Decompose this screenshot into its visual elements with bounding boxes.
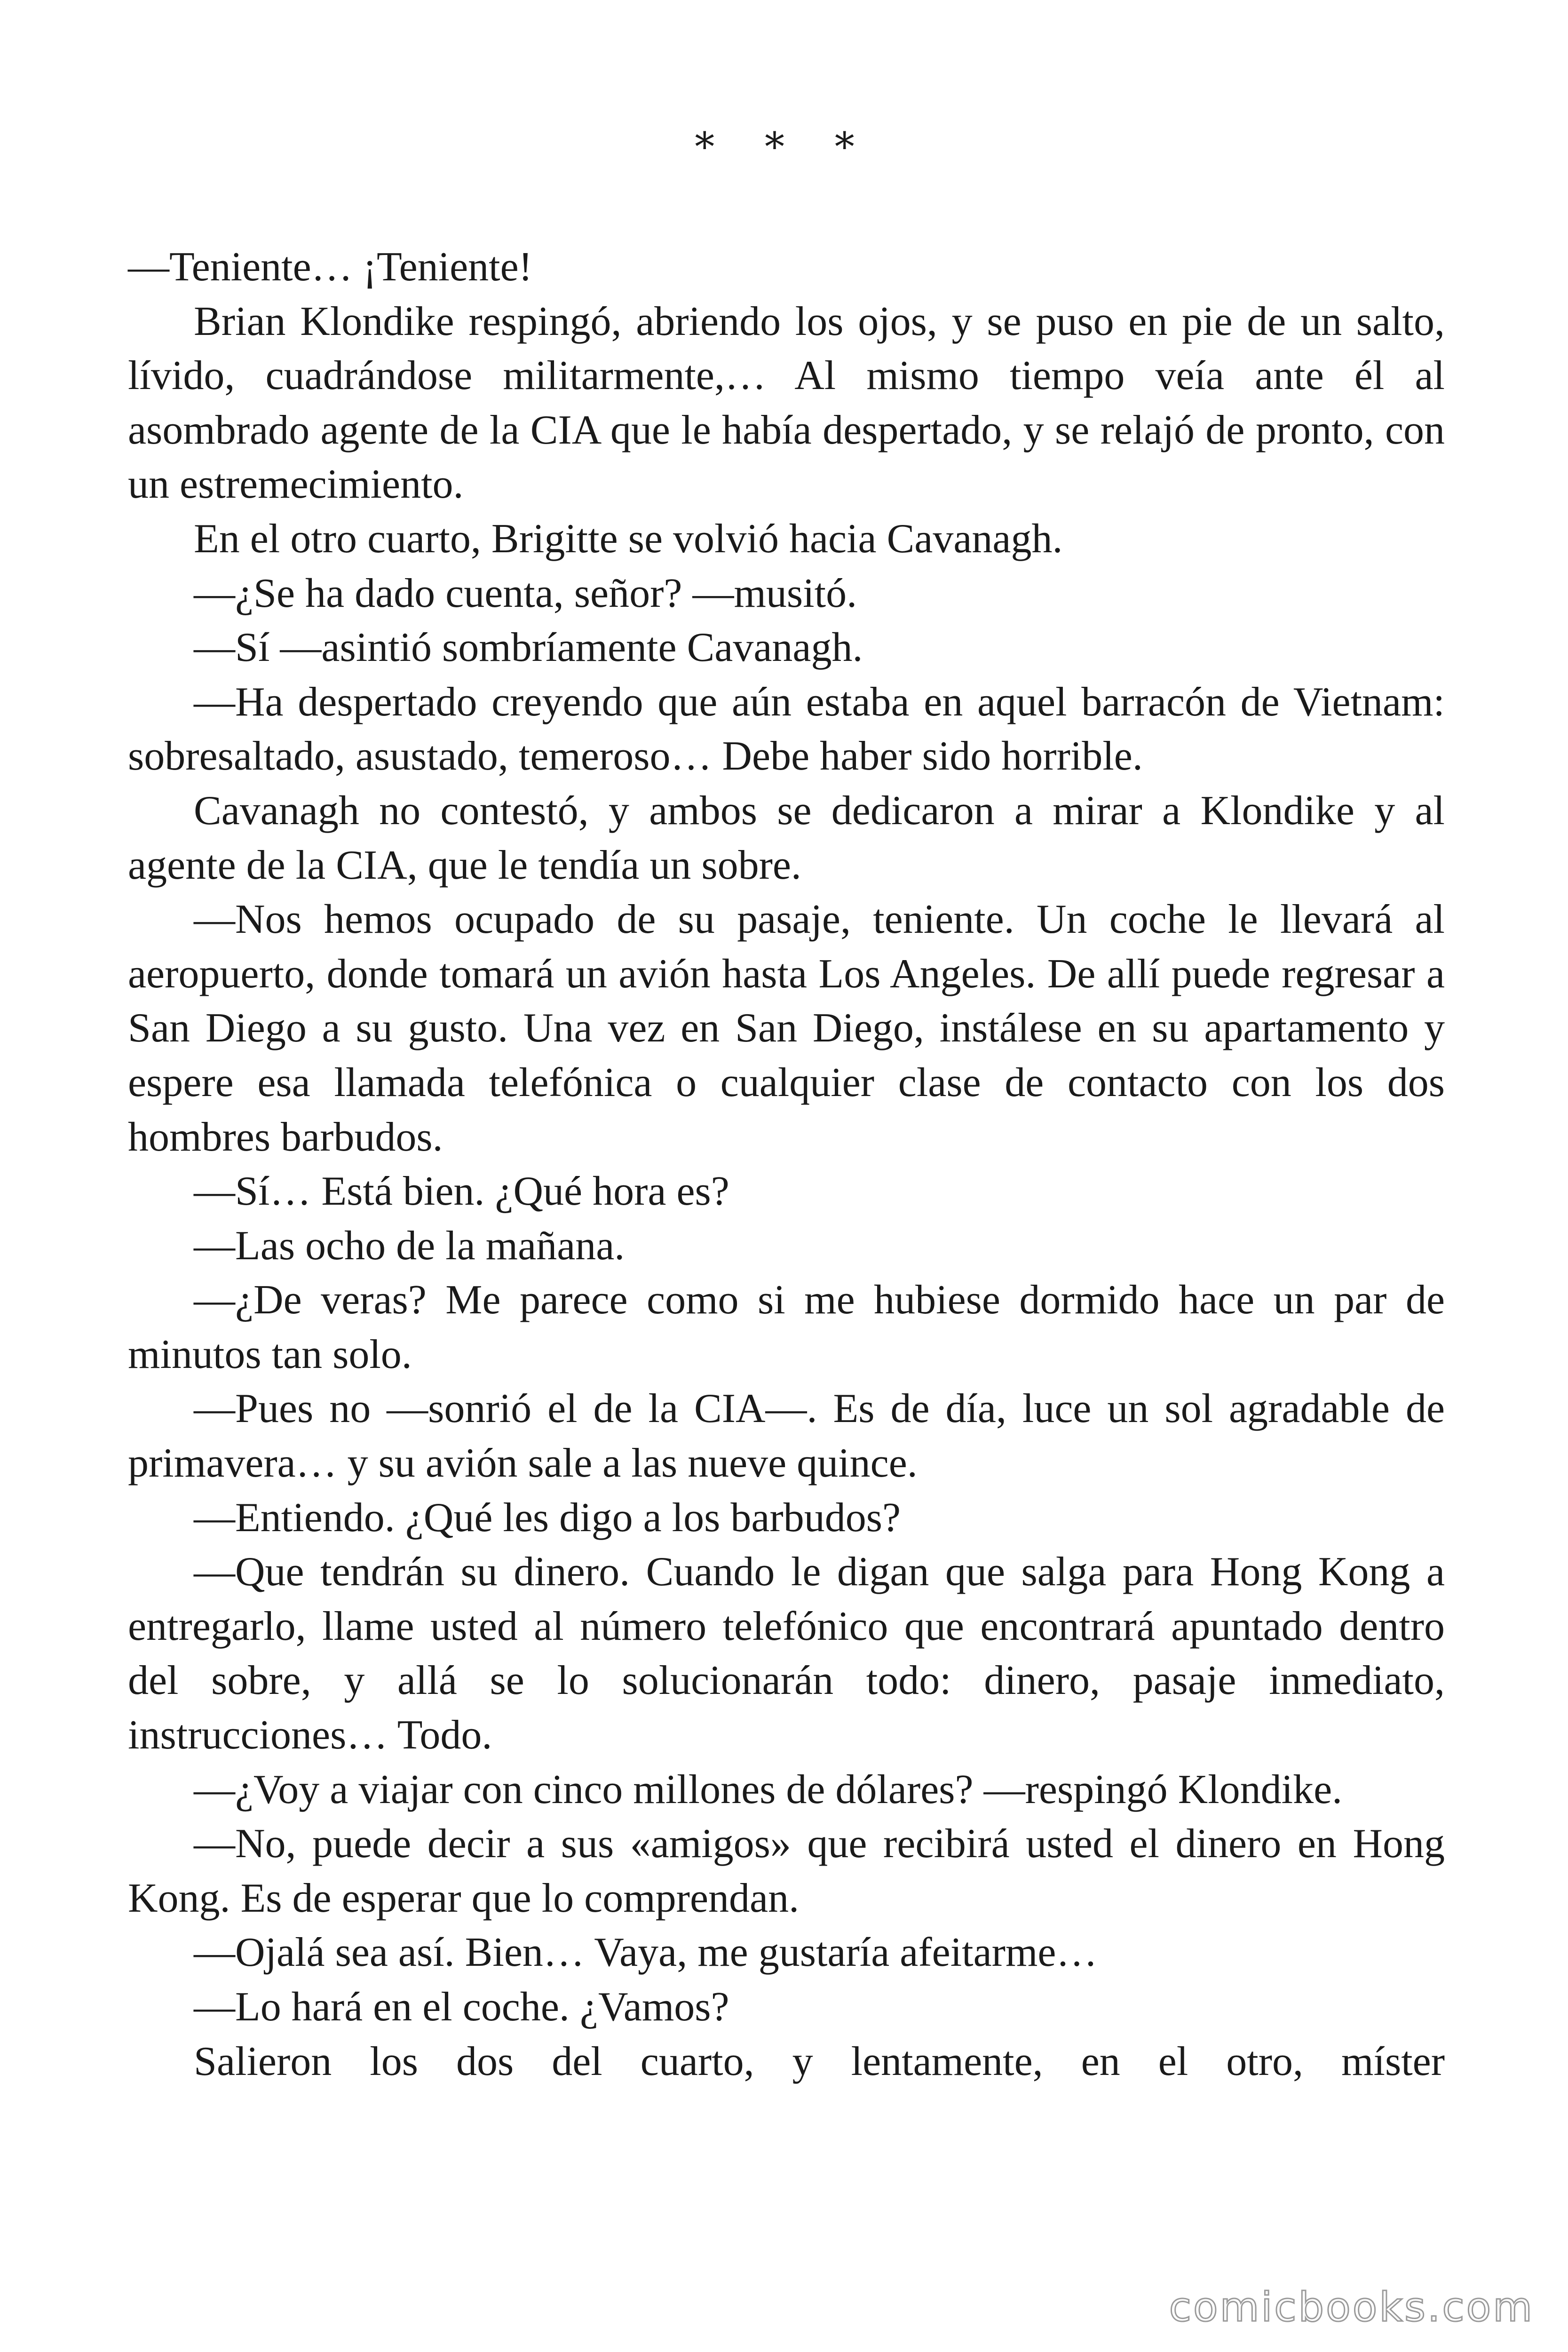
paragraph: —Ha despertado creyendo que aún estaba en aquel barracón de Vietnam: sobresaltado, asustado, temeroso… Debe haber sido horrible.	[128, 679, 1445, 779]
paragraph: Brian Klondike respingó, abriendo los ojos, y se puso en pie de un salto, lívido, cuadrándose militarmente,… Al mismo tiempo veía ante él al asombrado agente de la CIA que le había despertado, y se relajó de pronto, con un estremecimiento.	[128, 298, 1445, 508]
paragraph: —¿Voy a viajar con cinco millones de dólares? —respingó Klondike.	[194, 1766, 1343, 1812]
paragraph: —Sí… Está bien. ¿Qué hora es?	[194, 1168, 729, 1215]
paragraph: —Pues no —sonrió el de la CIA—. Es de día, luce un sol agradable de primavera… y su avión sale a las nueve quince.	[128, 1386, 1445, 1486]
page-text	[128, 240, 1445, 2089]
paragraph: —Ojalá sea así. Bien… Vaya, me gustaría afeitarme…	[194, 1930, 1098, 1976]
paragraph: Salieron los dos del cuarto, y lentamente, en el otro, míster	[194, 2038, 1445, 2084]
paragraph: —Las ocho de la mañana.	[194, 1223, 625, 1269]
section-separator: * * *	[695, 124, 873, 170]
paragraph: —Que tendrán su dinero. Cuando le digan que salga para Hong Kong a entregarlo, llame usted al número telefónico que encontrará apuntado dentro del sobre, y allá se lo solucionarán todo: dinero, pasaje inmediato, instrucciones… Todo.	[128, 1549, 1445, 1758]
paragraph: —Sí —asintió sombríamente Cavanagh.	[194, 625, 863, 671]
paragraph: —¿Se ha dado cuenta, señor? —musitó.	[194, 570, 857, 616]
watermark: comicbooks.com	[1169, 2284, 1534, 2331]
paragraph: —No, puede decir a sus «amigos» que recibirá usted el dinero en Hong Kong. Es de esperar que lo comprendan.	[128, 1821, 1445, 1921]
paragraph: Cavanagh no contestó, y ambos se dedicaron a mirar a Klondike y al agente de la CIA, que le tendía un sobre.	[128, 787, 1445, 888]
paragraph: En el otro cuarto, Brigitte se volvió hacia Cavanagh.	[194, 516, 1063, 562]
paragraph: —¿De veras? Me parece como si me hubiese dormido hace un par de minutos tan solo.	[128, 1277, 1445, 1377]
paragraph: —Lo hará en el coche. ¿Vamos?	[194, 1984, 729, 2030]
paragraph: —Teniente… ¡Teniente!	[128, 244, 532, 290]
paragraph: —Entiendo. ¿Qué les digo a los barbudos?	[194, 1494, 901, 1541]
paragraph: —Nos hemos ocupado de su pasaje, teniente. Un coche le llevará al aeropuerto, donde tomará un avión hasta Los Angeles. De allí puede regresar a San Diego a su gusto. Una vez en San Diego, instálese en su apartamento y espere esa llamada telefónica o cualquier clase de contacto con los dos hombres barbudos.	[128, 897, 1445, 1160]
